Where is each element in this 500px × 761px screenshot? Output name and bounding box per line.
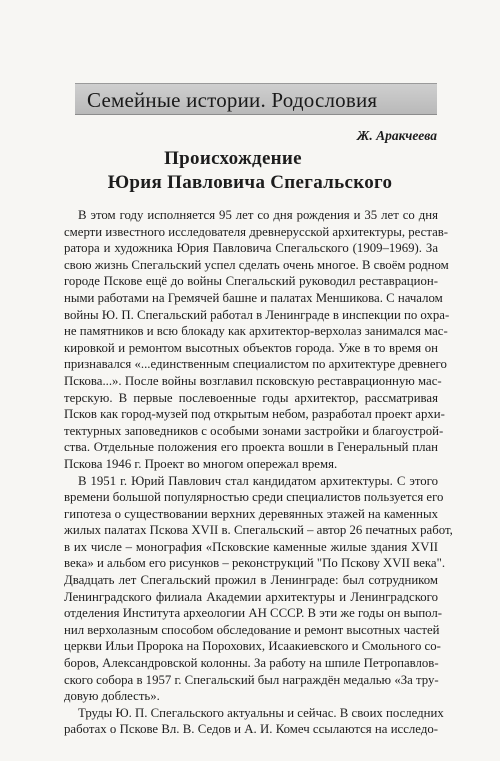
text-line: жилых палатах Пскова XVII в. Спегальский – автор 26 печатных работ,	[64, 523, 453, 538]
text-line: Двадцать лет Спегальский прожил в Ленинграде: был сотрудником	[64, 573, 438, 588]
text-line: войны Ю. П. Спегальский работал в Ленинграде в инспекции по охра-	[64, 307, 450, 322]
text-line: Псков как город-музей под открытым небом, разработал проект архи-	[64, 407, 445, 422]
text-line: в их числе – монография «Псковские каменные жилые здания XVII	[64, 539, 438, 554]
paragraph	[64, 207, 450, 473]
text-line: признавался «...единственным специалистом по архитектуре древнего	[64, 357, 447, 372]
text-line: довую доблесть».	[64, 689, 160, 704]
text-line: ского собора в 1957 г. Спегальский был награждён медалью «За тру-	[64, 672, 439, 687]
text-line: свою жизнь Спегальский успел сделать очень многое. В своём родном	[64, 257, 449, 272]
text-line: Пскова 1946 г. Проект во многом опережал время.	[64, 456, 338, 471]
text-line: смерти известного исследователя древнерусской архитектуры, рестав-	[64, 224, 449, 239]
text-line: терскую. В первые послевоенные годы архитектор, рассматривая	[64, 390, 438, 405]
section-banner	[75, 83, 437, 115]
author-name: Ж. Аракчеева	[356, 128, 437, 143]
article-title-line-1: Происхождение	[164, 148, 302, 169]
text-line: городе Пскове ещё до войны Спегальский руководил реставрацион-	[64, 274, 438, 289]
text-line: тектурных заповедников с особыми зонами застройки и благоустрой-	[64, 423, 444, 438]
text-line: В 1951 г. Юрий Павлович стал кандидатом архитектуры. С этого	[78, 473, 438, 488]
text-line: кировкой и ремонтом высотных объектов города. Уже в то время он	[64, 340, 438, 355]
text-line: Ленинградского филиала Академии архитектуры и Ленинградского	[64, 589, 438, 604]
text-line: Труды Ю. П. Спегальского актуальны и сейчас. В своих последних	[78, 705, 444, 720]
text-line: гипотеза о существовании верхних деревянных этажей на каменных	[64, 506, 438, 521]
text-line: Пскова...». После войны возглавил псковскую реставрационную мас-	[64, 373, 442, 388]
section-banner-title: Семейные истории. Родословия	[87, 88, 378, 112]
text-line: работах о Пскове Вл. В. Седов и А. И. Комеч ссылаются на исследо-	[64, 722, 438, 737]
paragraph	[64, 473, 453, 705]
text-line: отделения Института археологии АН СССР. В эти же годы он выпол-	[64, 606, 443, 621]
text-line: времени большой популярностью среди специалистов пользуется его	[64, 490, 444, 505]
text-line: боров, Александровской колонны. За работу на шпиле Петропавлов-	[64, 656, 439, 671]
paragraph	[64, 705, 444, 738]
text-line: В этом году исполняется 95 лет со дня рождения и 35 лет со дня	[78, 208, 438, 222]
text-line: ратора и художника Юрия Павловича Спегальского (1909–1969). За	[64, 241, 438, 256]
text-line: церкви Ильи Пророка на Порохових, Исаакиевского и Смольного со-	[64, 639, 441, 654]
text-line: ными работами на Гремячей башне и палатах Меншикова. С началом	[64, 290, 443, 305]
text-line: ства. Отдельные положения его проекта вошли в Генеральный план	[64, 440, 438, 455]
text-line: не памятников и всю блокаду как архитектор-верхолаз занимался мас-	[64, 324, 448, 339]
article-title-line-2: Юрия Павловича Спегальского	[107, 172, 393, 193]
text-line: века» и альбом его рисунков – реконструкций "По Пскову XVII века".	[64, 556, 446, 571]
text-line: нил верхолазным способом обследование и ремонт высотных частей	[64, 622, 440, 637]
article-body	[64, 207, 453, 738]
